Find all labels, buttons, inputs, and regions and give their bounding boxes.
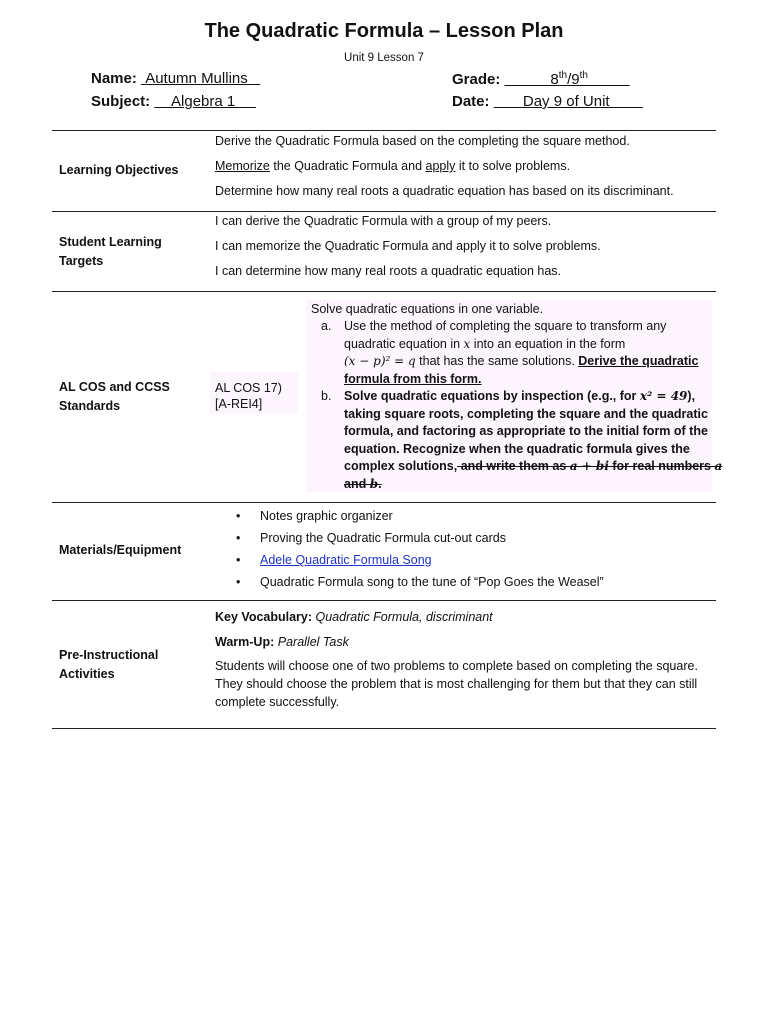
preinstruction-label: Pre-Instructional Activities (59, 648, 159, 681)
unit-lesson-subtitle: Unit 9 Lesson 7 (344, 52, 424, 64)
standard-b-line: complex solutions, and write them as a + bi for real numbers a (344, 459, 723, 473)
objective-line: Memorize the Quadratic Formula and apply it to solve problems. (215, 159, 571, 173)
standard-b-line: and b. (344, 477, 382, 491)
page-title: The Quadratic Formula – Lesson Plan (204, 20, 564, 42)
standards-text-box (306, 300, 723, 492)
objectives-label: Learning Objectives (59, 163, 179, 177)
name-label: Name: (91, 70, 137, 87)
table-rule (52, 211, 716, 212)
activity-text: Students will choose one of two problems to complete based on completing the square. (215, 659, 698, 673)
subject-value: Algebra 1 (171, 93, 236, 110)
standards-label: AL COS and CCSS Standards (59, 380, 170, 413)
standards-intro: Solve quadratic equations in one variable. (311, 302, 544, 316)
table-rule (52, 291, 716, 292)
standard-marker-b: b. (321, 389, 332, 403)
table-rule-bottom (52, 728, 716, 729)
name-field (91, 70, 260, 87)
materials-label: Materials/Equipment (59, 543, 182, 557)
date-value: Day 9 of Unit (522, 93, 610, 110)
standard-b-line: taking square roots, completing the square and the quadratic (344, 407, 708, 421)
standard-a-line: formula from this form. (344, 372, 482, 386)
grade-field (452, 70, 630, 88)
grade-label: Grade: (452, 71, 501, 88)
standard-b-line: formula, and factoring as appropriate to the initial form of the (344, 424, 708, 438)
standard-b-line: equation. Recognize when the quadratic formula gives the (344, 442, 690, 456)
standard-b-line: Solve quadratic equations by inspection (e.g., for x² = 49), (344, 389, 696, 403)
activity-text: complete successfully. (215, 695, 340, 709)
targets-label: Student Learning Targets (59, 235, 162, 268)
key-vocabulary: Key Vocabulary: Quadratic Formula, discriminant (215, 610, 493, 624)
name-value: Autumn Mullins (145, 70, 248, 87)
standard-a-line: Use the method of completing the square to transform any (344, 319, 667, 333)
activity-text: They should choose the problem that is most challenging for them but that they can still (215, 677, 698, 691)
standard-a-line: (x − p)² = q that has the same solutions. Derive the quadratic (344, 354, 699, 368)
standard-marker-a: a. (321, 319, 332, 333)
table-rule (52, 502, 716, 503)
subject-label: Subject: (91, 93, 151, 110)
standard-a-line: quadratic equation in x into an equation in the form (344, 337, 626, 351)
bullet-icon: • (236, 509, 241, 523)
objective-line: Determine how many real roots a quadratic equation has based on its discriminant. (215, 184, 674, 198)
date-label: Date: (452, 93, 490, 110)
date-field (452, 93, 643, 110)
target-line: I can derive the Quadratic Formula with a group of my peers. (215, 214, 552, 228)
materials-item: Proving the Quadratic Formula cut-out cards (260, 531, 506, 545)
target-line: I can memorize the Quadratic Formula and apply it to solve problems. (215, 239, 601, 253)
objective-line: Derive the Quadratic Formula based on the completing the square method. (215, 134, 630, 148)
materials-item: Notes graphic organizer (260, 509, 393, 523)
grade-value: 8th/9th (550, 70, 588, 88)
target-line: I can determine how many real roots a quadratic equation has. (215, 264, 562, 278)
materials-item: Quadratic Formula song to the tune of “Pop Goes the Weasel” (260, 575, 604, 589)
standards-codes: AL COS 17) [A-REI4] (210, 372, 298, 414)
table-rule (52, 600, 716, 601)
adele-song-link[interactable]: Adele Quadratic Formula Song (260, 553, 432, 567)
bullet-icon: • (236, 575, 241, 589)
warm-up: Warm-Up: Parallel Task (215, 635, 349, 649)
bullet-icon: • (236, 553, 241, 567)
bullet-icon: • (236, 531, 241, 545)
table-rule-top (52, 130, 716, 131)
subject-field (91, 93, 256, 110)
